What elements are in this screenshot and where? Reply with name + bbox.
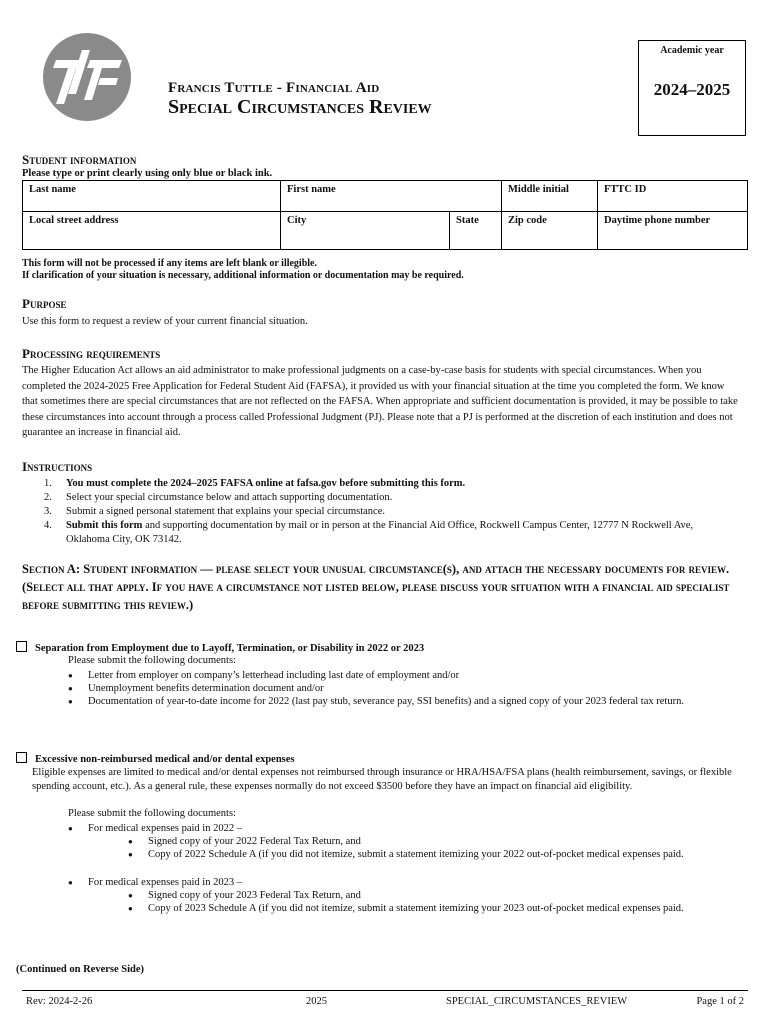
instruction-number: 3.	[44, 506, 52, 517]
student-info-heading: Student information	[22, 152, 137, 167]
medical-2022-heading: ● For medical expenses paid in 2022 –	[68, 822, 728, 835]
instruction-number: 1.	[44, 478, 52, 489]
ink-note: Please type or print clearly using only blue or black ink.	[22, 168, 273, 179]
list-item: ● Unemployment benefits determination document and/or	[68, 682, 740, 695]
phone-field[interactable]	[598, 212, 748, 250]
separation-title: Separation from Employment due to Layoff, Termination, or Disability in 2022 or 2023	[35, 643, 425, 654]
instruction-text: and supporting documentation by mail or in person at the Financial Aid Office, Rockwell Campus Center, 12777 N Rockwell Ave, Oklahoma City, OK 73142.	[66, 520, 694, 545]
list-item: ● Signed copy of your 2022 Federal Tax Return, and	[128, 835, 728, 848]
separation-list	[68, 669, 740, 708]
medical-2023-group	[68, 876, 728, 915]
state-label: State	[456, 215, 479, 226]
student-info-table	[22, 180, 748, 250]
academic-year-box	[638, 40, 746, 136]
academic-year-value: 2024–2025	[653, 80, 731, 99]
instruction-item	[22, 477, 712, 491]
first-name-field[interactable]	[281, 181, 502, 212]
continued-note: (Continued on Reverse Side)	[16, 964, 145, 975]
separation-option[interactable]	[16, 641, 424, 654]
separation-checkbox[interactable]	[16, 641, 27, 652]
city-field[interactable]	[281, 212, 450, 250]
fttc-id-label: FTTC ID	[604, 184, 647, 195]
instruction-item	[22, 519, 712, 547]
warning-clarification: If clarification of your situation is necessary, additional information or documentation may be required.	[22, 270, 464, 281]
processing-heading: Processing requirements	[22, 346, 161, 361]
medical-checkbox[interactable]	[16, 752, 27, 763]
medical-intro: Please submit the following documents:	[68, 808, 236, 819]
medical-2023-heading: ● For medical expenses paid in 2023 –	[68, 876, 728, 889]
last-name-field[interactable]	[23, 181, 281, 212]
middle-initial-field[interactable]	[502, 181, 598, 212]
instruction-number: 4.	[44, 520, 52, 531]
phone-label: Daytime phone number	[604, 215, 711, 226]
page-footer	[22, 990, 748, 1007]
footer-filename: SPECIAL_CIRCUMSTANCES_REVIEW	[446, 996, 628, 1007]
street-label: Local street address	[29, 215, 119, 226]
processing-text: The Higher Education Act allows an aid administrator to make professional judgments on a case-by-case basis for students with special circumstances. When you completed the 2024-2025 Free Application for Federal Student Aid (FAFSA), it provided us with your financial situation at the time you completed the form. We know that sometimes there are special circumstances that are not reflected on the FAFSA. When appropriate and sufficient documentation is provided, it may be possible to take these circumstances into account through a process called Professional Judgment (PJ). Please note that a PJ is performed at the discretion of each institution and does not guarantee an increase in financial aid.	[22, 365, 738, 438]
middle-initial-label: Middle initial	[508, 184, 569, 195]
instruction-bold: You must complete the 2024–2025 FAFSA online at fafsa.gov before submitting this form.	[66, 478, 466, 489]
page-number: Page 1 of 2	[696, 996, 744, 1007]
revision-date: Rev: 2024-2-26	[26, 996, 93, 1007]
zip-label: Zip code	[508, 215, 547, 226]
purpose-heading: Purpose	[22, 296, 67, 311]
instructions-heading: Instructions	[22, 459, 93, 474]
medical-title: Excessive non-reimbursed medical and/or dental expenses	[35, 754, 295, 765]
last-name-label: Last name	[29, 184, 76, 195]
list-item: ● Copy of 2023 Schedule A (if you did not itemize, submit a statement itemizing your 2023 out-of-pocket medical expenses paid.	[128, 902, 728, 915]
fttc-id-field[interactable]	[598, 181, 748, 212]
footer-year: 2025	[306, 996, 327, 1007]
medical-2022-group	[68, 822, 728, 861]
state-field[interactable]	[450, 212, 502, 250]
instruction-item	[22, 505, 712, 519]
list-item: ● Signed copy of your 2023 Federal Tax Return, and	[128, 889, 728, 902]
medical-option[interactable]	[16, 752, 295, 765]
list-item: ● Letter from employer on company’s letterhead including last date of employment and/or	[68, 669, 740, 682]
street-field[interactable]	[23, 212, 281, 250]
instruction-number: 2.	[44, 492, 52, 503]
purpose-text: Use this form to request a review of your current financial situation.	[22, 316, 308, 327]
list-item: ● Copy of 2022 Schedule A (if you did not itemize, submit a statement itemizing your 2022 out-of-pocket medical expenses paid.	[128, 848, 728, 861]
instruction-item	[22, 491, 712, 505]
warning-blank: This form will not be processed if any items are left blank or illegible.	[22, 258, 317, 269]
instruction-text: Submit a signed personal statement that explains your special circumstance.	[66, 506, 385, 517]
instruction-bold: Submit this form	[66, 520, 143, 531]
org-name: Francis Tuttle - Financial Aid	[168, 80, 380, 96]
list-item: ● Documentation of year-to-date income for 2022 (last pay stub, severance pay, SSI benefits) and a signed copy of your 2023 federal tax return.	[68, 695, 740, 708]
zip-field[interactable]	[502, 212, 598, 250]
first-name-label: First name	[287, 184, 336, 195]
separation-intro: Please submit the following documents:	[68, 655, 236, 666]
city-label: City	[287, 215, 307, 226]
section-a-heading: Section A: Student information — please select your unusual circumstance(s), and attach the necessary documents for review. (Select all that apply. If you have a circumstance not listed below, please discuss your situation with a financial aid specialist before submitting this review.)	[22, 562, 730, 612]
page-title: Special Circumstances Review	[168, 96, 432, 118]
francis-tuttle-logo	[42, 32, 132, 122]
instruction-text: Select your special circumstance below and attach supporting documentation.	[66, 492, 393, 503]
academic-year-label: Academic year	[660, 45, 724, 56]
medical-description: Eligible expenses are limited to medical and/or dental expenses not reimbursed through insurance or HRA/HSA/FSA plans (health reimbursement, savings, or flexible spending account, etc.). As a general rule, these expenses normally do not exceed $3500 before they have an impact on financial aid eligibility.	[32, 767, 732, 792]
instructions-list	[22, 477, 712, 547]
